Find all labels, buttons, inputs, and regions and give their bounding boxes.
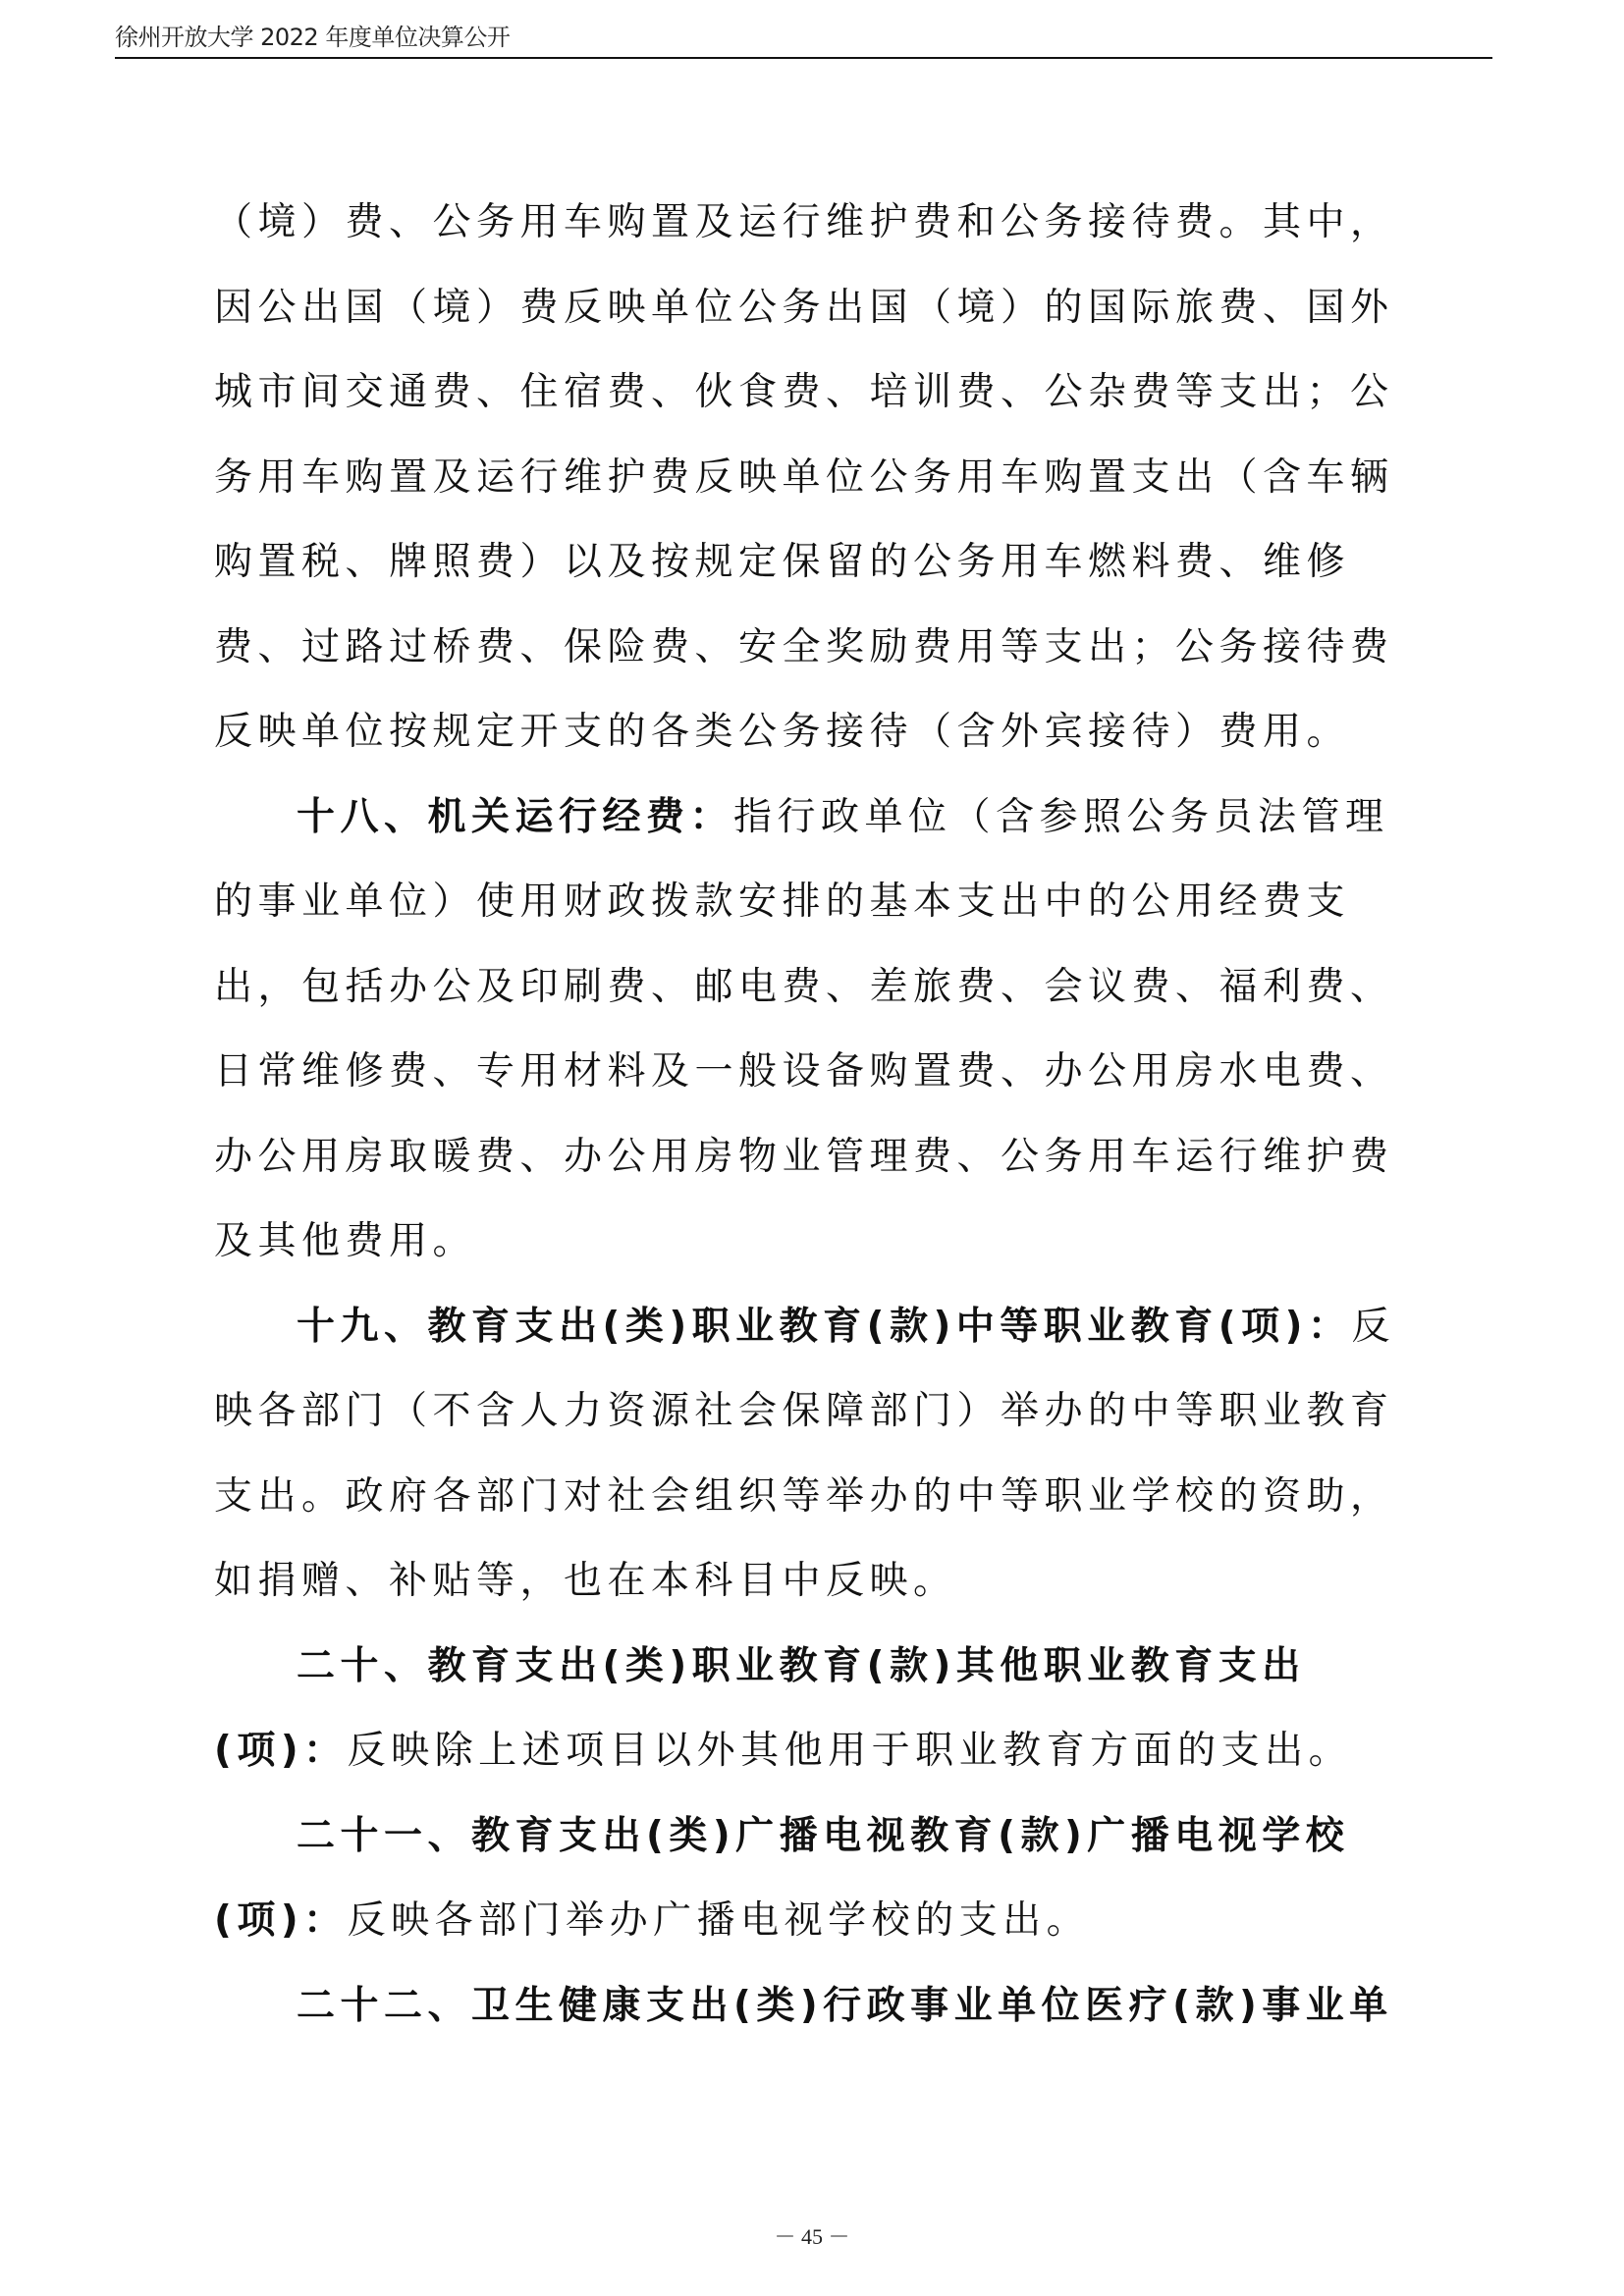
line-text: 支出。政府各部门对社会组织等举办的中等职业学校的资助，	[214, 1473, 1394, 1519]
section-heading-20	[214, 1638, 1420, 1724]
line-text: 的事业单位）使用财政拨款安排的基本支出中的公用经费支	[214, 880, 1351, 924]
text-line	[214, 1723, 1420, 1808]
section-term: (项)：	[214, 1729, 348, 1773]
section-heading-21	[214, 1808, 1420, 1894]
text-line	[214, 1383, 1420, 1468]
line-text: 城市间交通费、住宿费、伙食费、培训费、公杂费等支出；公	[214, 370, 1394, 414]
line-text: 反映除上述项目以外其他用于职业教育方面的支出。	[347, 1729, 1353, 1773]
line-text: 指行政单位（含参照公务员法管理	[733, 794, 1389, 839]
text-line	[214, 959, 1420, 1044]
line-text: 费、过路过桥费、保险费、安全奖励费用等支出；公务接待费	[214, 624, 1394, 669]
document-header-title: 徐州开放大学 2022 年度单位决算公开	[115, 24, 511, 51]
section-term: 二十二、卫生健康支出(类)行政事业单位医疗(款)事业单	[297, 1983, 1393, 2028]
line-text: 映各部门（不含人力资源社会保障部门）举办的中等职业教育	[214, 1389, 1394, 1433]
text-line	[214, 1553, 1420, 1638]
document-body	[214, 194, 1420, 2062]
section-term: 十八、机关运行经费：	[297, 794, 734, 839]
text-line	[214, 194, 1420, 280]
text-line	[214, 1468, 1420, 1554]
page-number: － 45 －	[774, 2224, 850, 2249]
line-text: 反	[1351, 1304, 1395, 1349]
text-line	[214, 1213, 1420, 1299]
line-text: 日常维修费、专用材料及一般设备购置费、办公用房水电费、	[214, 1049, 1394, 1094]
line-text: （境）费、公务用车购置及运行维护费和公务接待费。其中，	[214, 200, 1394, 244]
line-text: 因公出国（境）费反映单位公务出国（境）的国际旅费、国外	[214, 285, 1394, 330]
text-line	[214, 1043, 1420, 1129]
text-line	[214, 364, 1420, 450]
text-line	[214, 619, 1420, 705]
line-text: 如捐赠、补贴等，也在本科目中反映。	[214, 1559, 957, 1603]
section-heading-19	[214, 1299, 1420, 1384]
text-line	[214, 1129, 1420, 1214]
line-text: 办公用房取暖费、办公用房物业管理费、公务用车运行维护费	[214, 1134, 1394, 1179]
header-divider	[115, 57, 1492, 59]
section-term: 二十、教育支出(类)职业教育(款)其他职业教育支出	[297, 1643, 1306, 1688]
section-heading-22	[214, 1978, 1420, 2063]
line-text: 反映各部门举办广播电视学校的支出。	[347, 1898, 1091, 1943]
text-line	[214, 534, 1420, 619]
section-heading-18	[214, 789, 1420, 875]
section-term: 二十一、教育支出(类)广播电视教育(款)广播电视学校	[297, 1813, 1350, 1858]
text-line	[214, 704, 1420, 789]
line-text: 出，包括办公及印刷费、邮电费、差旅费、会议费、福利费、	[214, 964, 1394, 1009]
line-text: 及其他费用。	[214, 1219, 477, 1263]
line-text: 反映单位按规定开支的各类公务接待（含外宾接待）费用。	[214, 710, 1351, 754]
text-line	[214, 1893, 1420, 1978]
text-line	[214, 874, 1420, 959]
text-line	[214, 280, 1420, 365]
text-line	[214, 450, 1420, 535]
line-text: 务用车购置及运行维护费反映单位公务用车购置支出（含车辆	[214, 454, 1394, 500]
section-term: 十九、教育支出(类)职业教育(款)中等职业教育(项)：	[297, 1304, 1352, 1349]
line-text: 购置税、牌照费）以及按规定保留的公务用车燃料费、维修	[214, 540, 1351, 584]
section-term: (项)：	[214, 1898, 348, 1943]
